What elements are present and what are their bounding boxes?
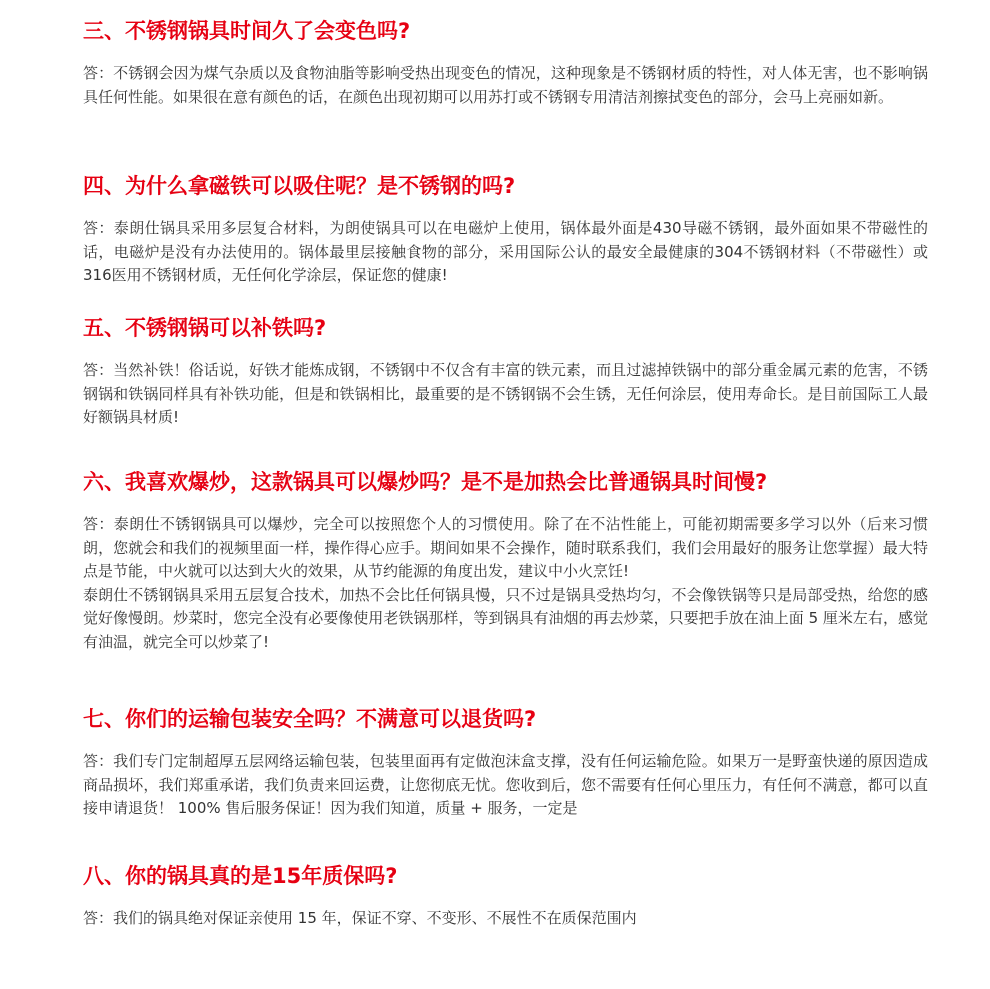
faq-answer-6-paragraph-2: 泰朗仕不锈钢锅具采用五层复合技术，加热不会比任何锅具慢，只不过是锅具受热均匀，不会像铁锅等只是局部受热，给您的感觉好像慢朗。炒菜时，您完全没有必要像使用老铁锅那样，等到锅具有油烟的再去炒菜，只要把手放在油上面 5 厘米左右，感觉有油温，就完全可以炒菜了!	[83, 585, 928, 651]
faq-section-7	[83, 704, 928, 821]
faq-answer-6-paragraph-1: 答：泰朗仕不锈钢锅具可以爆炒，完全可以按照您个人的习惯使用。除了在不沾性能上，可能初期需要多学习以外（后来习惯朗，您就会和我们的视频里面一样，操作得心应手。期间如果不会操作，随时联系我们，我们会用最好的服务让您掌握）最大特点是节能，中火就可以达到大火的效果，从节约能源的角度出发，建议中小火烹饪!	[83, 515, 928, 580]
faq-answer-5	[83, 359, 928, 430]
faq-section-4	[83, 171, 928, 288]
faq-answer-5-paragraph: 答：当然补铁！俗话说，好铁才能炼成钢，不锈钢中不仅含有丰富的铁元素，而且过滤掉铁锅中的部分重金属元素的危害，不锈钢锅和铁锅同样具有补铁功能，但是和铁锅相比，最重要的是不锈钢锅不会生锈，无任何涂层，使用寿命长。是目前国际工人最好额锅具材质!	[83, 361, 928, 426]
faq-section-6	[83, 467, 928, 654]
faq-answer-7-paragraph: 答：我们专门定制超厚五层网络运输包装，包装里面再有定做泡沫盒支撑，没有任何运输危险。如果万一是野蛮快递的原因造成商品损坏，我们郑重承诺，我们负责来回运费，让您彻底无忧。您收到后，您不需要有任何心里压力，有任何不满意，都可以直接申请退货！ 100% 售后服务保证！因为我们知道，质量 + 服务，一定是	[83, 752, 928, 817]
faq-answer-4-paragraph: 答：泰朗仕锅具采用多层复合材料，为朗使锅具可以在电磁炉上使用，锅体最外面是430导磁不锈钢，最外面如果不带磁性的话，电磁炉是没有办法使用的。锅体最里层接触食物的部分，采用国际公认的最安全最健康的304不锈钢材料（不带磁性）或316医用不锈钢材质，无任何化学涂层，保证您的健康!	[83, 219, 928, 284]
faq-answer-7	[83, 750, 928, 821]
faq-answer-4	[83, 217, 928, 288]
faq-answer-8-paragraph: 答：我们的锅具绝对保证亲使用 15 年，保证不穿、不变形、不展性不在质保范围内	[83, 909, 637, 927]
faq-question-3: 三、不锈钢锅具时间久了会变色吗?	[83, 19, 411, 43]
faq-question-4: 四、为什么拿磁铁可以吸住呢？是不锈钢的吗?	[83, 174, 516, 198]
faq-answer-8	[83, 907, 928, 931]
faq-question-6: 六、我喜欢爆炒，这款锅具可以爆炒吗？是不是加热会比普通锅具时间慢?	[83, 470, 768, 494]
faq-section-3	[83, 16, 928, 109]
faq-answer-3	[83, 62, 928, 109]
faq-section-5	[83, 313, 928, 430]
faq-section-8	[83, 861, 928, 931]
faq-answer-6	[83, 513, 928, 654]
faq-question-8: 八、你的锅具真的是15年质保吗?	[83, 864, 398, 888]
faq-question-7: 七、你们的运输包装安全吗？不满意可以退货吗?	[83, 707, 537, 731]
faq-question-5: 五、不锈钢锅可以补铁吗?	[83, 316, 327, 340]
faq-answer-3-paragraph: 答：不锈钢会因为煤气杂质以及食物油脂等影响受热出现变色的情况，这种现象是不锈钢材质的特性，对人体无害，也不影响锅具任何性能。如果很在意有颜色的话，在颜色出现初期可以用苏打或不锈钢专用清洁剂擦拭变色的部分，会马上亮丽如新。	[83, 64, 928, 106]
